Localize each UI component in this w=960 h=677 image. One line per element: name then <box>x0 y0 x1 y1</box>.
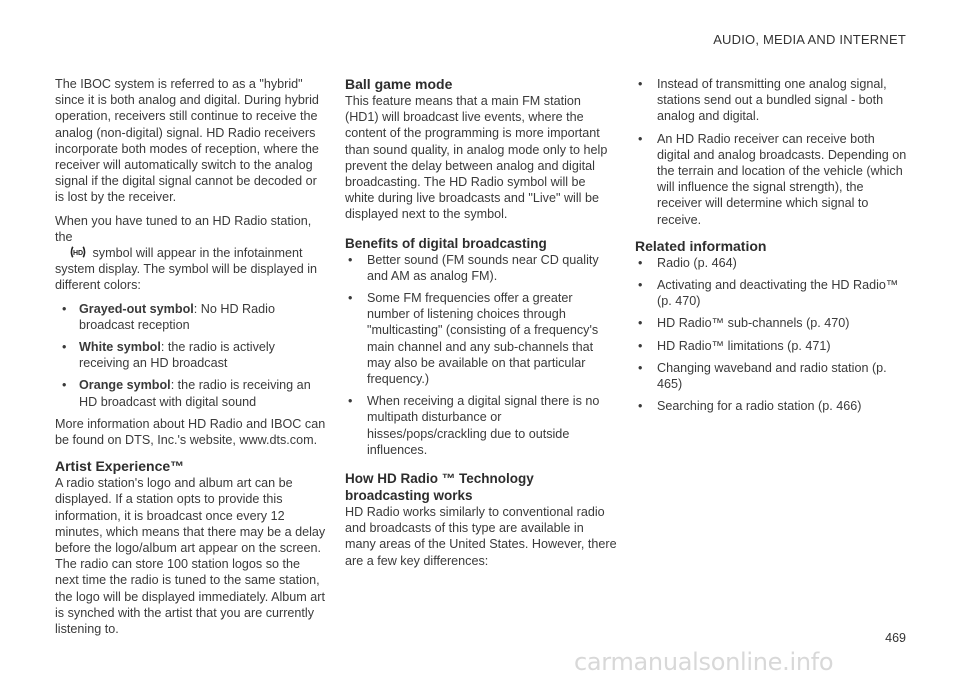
related-link-text[interactable]: Searching for a radio station (p. 466) <box>657 399 862 414</box>
artist-heading: Artist Experience™ <box>55 458 185 475</box>
related-link[interactable] <box>635 360 907 392</box>
column-2 <box>345 76 617 576</box>
related-link[interactable] <box>635 277 907 309</box>
related-link-text[interactable]: HD Radio™ limitations (p. 471) <box>657 338 831 353</box>
how-paragraph: HD Radio works similarly to conventional radio and broadcasts of this type are available in many areas of the United States. However, there are a few key differences: <box>345 505 617 568</box>
bullet: • <box>638 338 643 353</box>
related-link[interactable] <box>635 398 907 414</box>
related-list <box>635 255 907 415</box>
how-heading: How HD Radio ™ Technology broadcasting works <box>345 471 534 504</box>
list-item-text: Better sound (FM sounds near CD quality and AM as analog FM). <box>367 252 599 283</box>
symbol-paragraph <box>55 213 327 294</box>
list-item <box>55 301 327 333</box>
benefits-heading: Benefits of digital broadcasting <box>345 235 547 251</box>
intro-paragraph: The IBOC system is referred to as a "hybrid" since it is both analog and digital. During hybrid operation, receivers still continue to receive the analog (non-digital) signal. HD Radio receivers incorporate both modes of reception, where the receiver will automatically switch to the analog signal if the digital signal cannot be decoded or is lost by the receiver. <box>55 77 319 205</box>
related-link-text[interactable]: HD Radio™ sub-channels (p. 470) <box>657 316 850 331</box>
ballgame-heading: Ball game mode <box>345 76 453 92</box>
bullet: • <box>638 316 643 331</box>
column-3 <box>635 76 907 420</box>
symbol-text-post: symbol will appear in the infotainment system display. The symbol will be displayed in different colors: <box>55 246 318 293</box>
related-link[interactable] <box>635 315 907 331</box>
related-link[interactable] <box>635 338 907 354</box>
column-1 <box>55 76 327 644</box>
ballgame-paragraph: This feature means that a main FM station (HD1) will broadcast live events, where the content of the programming is more important than sound quality, in analog mode only to help prevent the delay between analog and digital broadcasting. The HD Radio symbol will be white during live broadcasts and "Live" will be displayed next to the symbol. <box>345 94 608 222</box>
hd-radio-icon <box>69 245 87 259</box>
bullet: • <box>638 278 643 293</box>
related-link-text[interactable]: Changing waveband and radio station (p. 465) <box>657 360 887 392</box>
bullet: • <box>348 291 353 306</box>
bullet: • <box>62 301 67 316</box>
symbol-text-pre: When you have tuned to an HD Radio station, the <box>55 213 312 244</box>
list-item <box>55 339 327 371</box>
color-desc: : No HD Radio broadcast reception <box>79 301 275 332</box>
color-desc: : the radio is actively receiving an HD broadcast <box>79 340 275 371</box>
symbol-colors-list <box>55 301 327 410</box>
bullet: • <box>638 77 643 91</box>
color-term: Orange symbol <box>79 378 171 393</box>
watermark: carmanualsonline.info <box>574 648 834 676</box>
bullet: • <box>348 394 353 409</box>
bullet: • <box>638 360 643 375</box>
list-item-text: Some FM frequencies offer a greater number of listening choices through "multicasting" (consisting of a frequency's main channel and any sub-channels that may also be available on that particular frequency.) <box>367 291 599 387</box>
svg-text:HD: HD <box>72 250 84 258</box>
list-item <box>55 377 327 409</box>
color-term: White symbol <box>79 340 161 355</box>
related-link-text[interactable]: Activating and deactivating the HD Radio™ (p. 470) <box>657 278 899 309</box>
list-item <box>635 76 907 125</box>
benefits-list <box>345 252 617 458</box>
bullet: • <box>348 252 353 267</box>
running-header: AUDIO, MEDIA AND INTERNET <box>713 32 906 47</box>
list-item-text: An HD Radio receiver can receive both digital and analog broadcasts. Depending on the terrain and location of the vehicle (which will influence the signal strength), the receiver will determine which signal to receive. <box>657 131 907 227</box>
list-item <box>635 131 907 228</box>
bullet: • <box>638 399 643 414</box>
list-item-text: When receiving a digital signal there is no multipath disturbance or hisses/pops/crackling due to outside influences. <box>367 394 600 457</box>
list-item <box>345 252 617 284</box>
artist-paragraph: A radio station's logo and album art can be displayed. If a station opts to provide this information, it is broadcast once every 12 minutes, which means that there may be a delay before the logo/album art appear on the screen. The radio can store 100 station logos so the next time the radio is tuned to the same station, the logo will be displayed immediately. Album art is synched with the artist that you are currently listening to. <box>55 476 326 637</box>
related-heading: Related information <box>635 237 767 254</box>
bullet: • <box>62 340 67 355</box>
page-number: 469 <box>885 631 906 645</box>
bullet: • <box>638 255 643 270</box>
color-desc: : the radio is receiving an HD broadcast with digital sound <box>79 378 311 409</box>
list-item <box>345 290 617 387</box>
bullet: • <box>638 131 643 146</box>
related-link-text[interactable]: Radio (p. 464) <box>657 255 737 270</box>
list-item-text: Instead of transmitting one analog signal, stations send out a bundled signal - both analog and digital. <box>657 77 887 124</box>
bullet: • <box>62 378 67 393</box>
more-info-paragraph: More information about HD Radio and IBOC can be found on DTS, Inc.'s website, www.dts.com. <box>55 416 326 448</box>
list-item <box>345 393 617 458</box>
related-link[interactable] <box>635 255 907 271</box>
color-term: Grayed-out symbol <box>79 301 194 316</box>
differences-list <box>635 76 907 228</box>
